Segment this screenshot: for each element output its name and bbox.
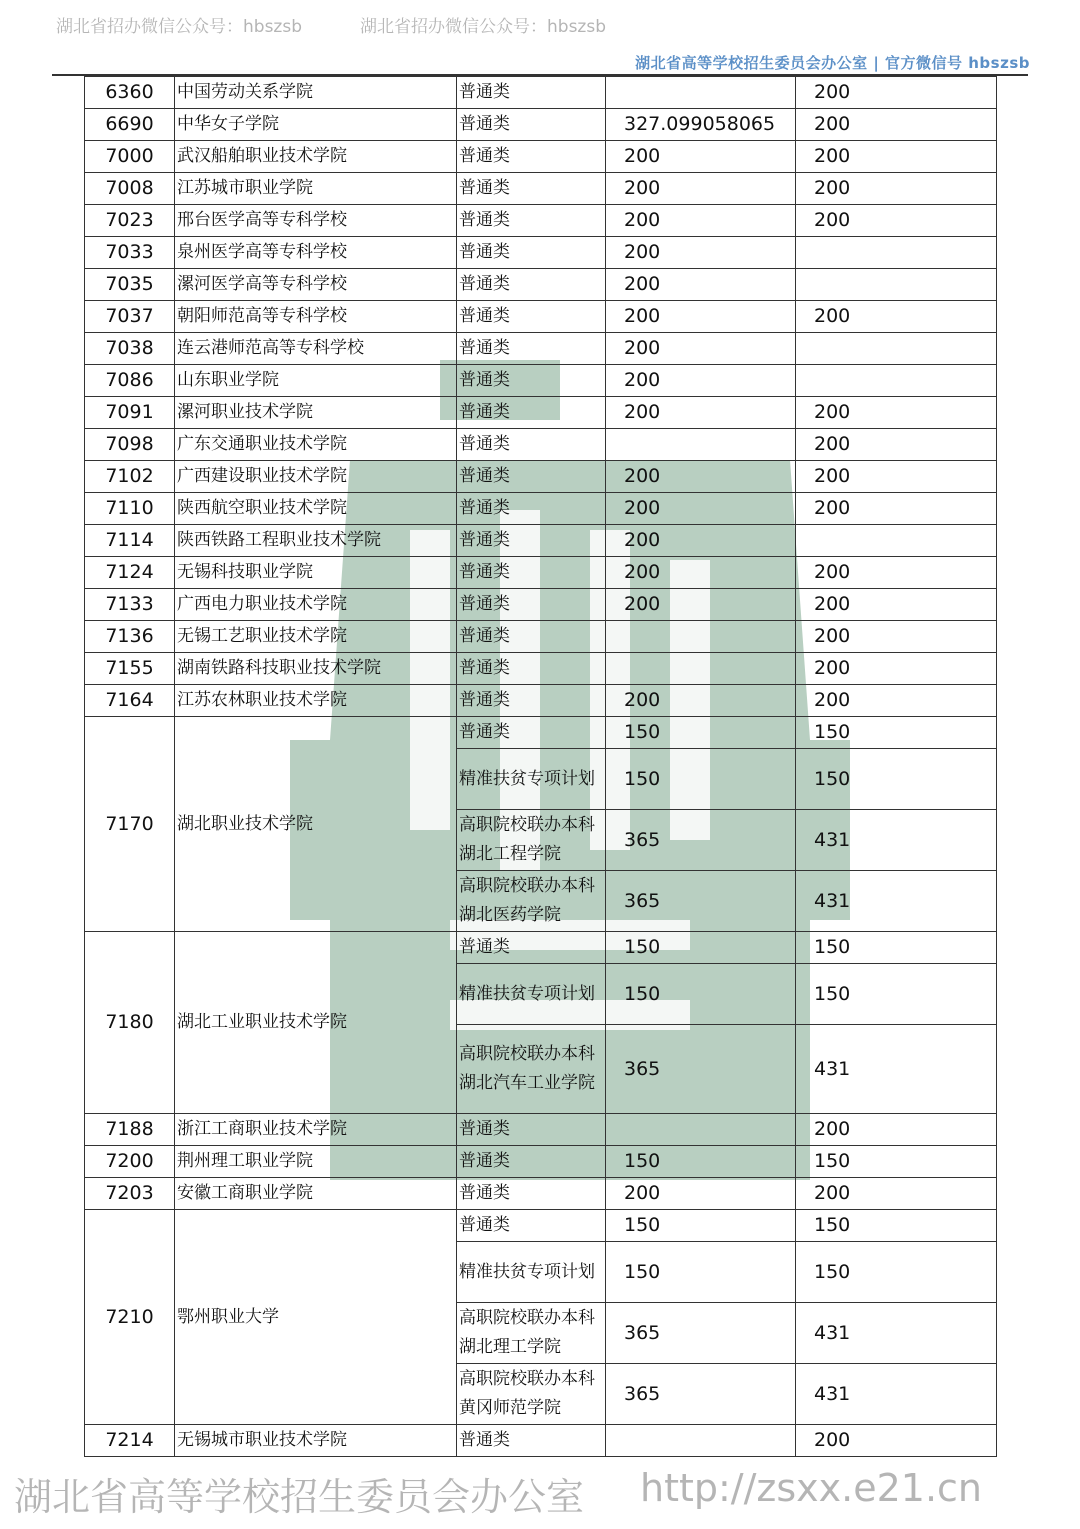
plan-type: 精准扶贫专项计划 [457,964,606,1025]
score-value-1 [606,621,796,653]
score-value-2: 150 [796,749,997,810]
school-name: 陕西铁路工程职业技术学院 [175,525,457,557]
table-row [85,1146,997,1178]
school-name: 无锡城市职业技术学院 [175,1425,457,1457]
plan-type: 普通类 [457,1146,606,1178]
school-code: 7136 [85,621,175,653]
score-value-1 [606,1114,796,1146]
table-row [85,269,997,301]
table-row [85,653,997,685]
score-value-2: 431 [796,871,997,932]
table-row [85,365,997,397]
school-name: 浙江工商职业技术学院 [175,1114,457,1146]
score-value-1: 200 [606,173,796,205]
school-code: 7000 [85,141,175,173]
score-value-2: 200 [796,109,997,141]
score-value-1: 200 [606,365,796,397]
school-code: 7124 [85,557,175,589]
school-code: 7180 [85,932,175,1114]
score-value-2: 200 [796,77,997,109]
school-name: 中国劳动关系学院 [175,77,457,109]
plan-type: 普通类 [457,589,606,621]
school-name: 广西电力职业技术学院 [175,589,457,621]
score-value-1: 200 [606,493,796,525]
school-code: 7023 [85,205,175,237]
plan-type: 普通类 [457,621,606,653]
watermark-url: http://zsxx.e21.cn [640,1466,982,1510]
watermark-office: 湖北省高等学校招生委员会办公室 [14,1475,585,1519]
table-row [85,685,997,717]
score-value-2: 150 [796,717,997,749]
score-value-2 [796,237,997,269]
plan-type: 普通类 [457,365,606,397]
plan-type: 普通类 [457,1114,606,1146]
school-name: 广西建设职业技术学院 [175,461,457,493]
score-value-2 [796,333,997,365]
school-name: 安徽工商职业学院 [175,1178,457,1210]
score-value-1: 200 [606,301,796,333]
table-row [85,397,997,429]
school-name: 荆州理工职业学院 [175,1146,457,1178]
school-code: 7037 [85,301,175,333]
score-value-2: 200 [796,301,997,333]
score-value-1 [606,77,796,109]
plan-type: 普通类 [457,932,606,964]
school-name: 无锡科技职业学院 [175,557,457,589]
score-value-1: 150 [606,749,796,810]
score-value-1: 365 [606,1303,796,1364]
table-row [85,173,997,205]
plan-type: 普通类 [457,205,606,237]
school-code: 6690 [85,109,175,141]
plan-type: 普通类 [457,173,606,205]
score-value-2: 200 [796,1114,997,1146]
school-name: 连云港师范高等专科学校 [175,333,457,365]
school-code: 7008 [85,173,175,205]
score-value-1: 150 [606,1146,796,1178]
school-name: 山东职业学院 [175,365,457,397]
plan-type: 普通类 [457,269,606,301]
score-value-2: 200 [796,461,997,493]
table-row [85,109,997,141]
score-value-2: 200 [796,621,997,653]
table-row [85,1178,997,1210]
score-value-1: 150 [606,1242,796,1303]
score-value-1 [606,1425,796,1457]
plan-type: 普通类 [457,77,606,109]
school-code: 7114 [85,525,175,557]
plan-type: 普通类 [457,397,606,429]
school-code: 6360 [85,77,175,109]
school-code: 7155 [85,653,175,685]
score-value-1 [606,429,796,461]
school-name: 朝阳师范高等专科学校 [175,301,457,333]
school-code: 7133 [85,589,175,621]
plan-type: 普通类 [457,525,606,557]
score-value-2: 150 [796,1242,997,1303]
table-row [85,557,997,589]
table-row [85,205,997,237]
score-value-2 [796,365,997,397]
score-value-1: 200 [606,333,796,365]
score-value-1: 150 [606,932,796,964]
plan-type: 高职院校联办本科湖北工程学院 [457,810,606,871]
score-value-2: 150 [796,1210,997,1242]
school-code: 7214 [85,1425,175,1457]
score-value-1: 150 [606,717,796,749]
score-value-2: 200 [796,1425,997,1457]
score-value-2: 200 [796,173,997,205]
school-code: 7091 [85,397,175,429]
plan-type: 普通类 [457,429,606,461]
school-name: 湖北职业技术学院 [175,717,457,932]
school-code: 7033 [85,237,175,269]
table-row [85,333,997,365]
school-code: 7188 [85,1114,175,1146]
plan-type: 精准扶贫专项计划 [457,1242,606,1303]
table-row [85,237,997,269]
score-value-1 [606,653,796,685]
school-code: 7102 [85,461,175,493]
score-value-1: 200 [606,237,796,269]
plan-type: 高职院校联办本科湖北医药学院 [457,871,606,932]
plan-type: 高职院校联办本科湖北汽车工业学院 [457,1025,606,1114]
school-code: 7170 [85,717,175,932]
score-value-2: 200 [796,557,997,589]
score-value-2: 431 [796,810,997,871]
school-code: 7035 [85,269,175,301]
table-row [85,932,997,964]
score-value-2: 431 [796,1364,997,1425]
school-name: 漯河医学高等专科学校 [175,269,457,301]
plan-type: 普通类 [457,557,606,589]
plan-type: 普通类 [457,653,606,685]
score-value-1: 200 [606,461,796,493]
score-value-1: 200 [606,141,796,173]
school-code: 7038 [85,333,175,365]
score-value-2: 150 [796,964,997,1025]
header-title: 湖北省高等学校招生委员会办公室 | 官方微信号 hbszsb [635,54,1030,72]
score-value-1: 200 [606,685,796,717]
score-value-1: 200 [606,205,796,237]
score-value-2: 200 [796,493,997,525]
school-name: 无锡工艺职业技术学院 [175,621,457,653]
school-name: 江苏农林职业技术学院 [175,685,457,717]
score-value-1: 365 [606,810,796,871]
table-row [85,1425,997,1457]
school-name: 陕西航空职业技术学院 [175,493,457,525]
school-code: 7086 [85,365,175,397]
school-code: 7210 [85,1210,175,1425]
plan-type: 普通类 [457,717,606,749]
school-name: 江苏城市职业学院 [175,173,457,205]
plan-type: 精准扶贫专项计划 [457,749,606,810]
school-code: 7203 [85,1178,175,1210]
school-code: 7110 [85,493,175,525]
score-value-2: 200 [796,589,997,621]
score-value-2: 200 [796,685,997,717]
plan-type: 普通类 [457,685,606,717]
plan-type: 普通类 [457,109,606,141]
score-value-1: 200 [606,525,796,557]
table-row [85,141,997,173]
school-name: 广东交通职业技术学院 [175,429,457,461]
plan-type: 普通类 [457,461,606,493]
plan-type: 普通类 [457,301,606,333]
score-value-2: 150 [796,1146,997,1178]
school-name: 武汉船舶职业技术学院 [175,141,457,173]
score-value-1: 200 [606,397,796,429]
score-value-1: 365 [606,871,796,932]
plan-type: 高职院校联办本科黄冈师范学院 [457,1364,606,1425]
score-value-2 [796,269,997,301]
score-value-1: 200 [606,269,796,301]
table-row [85,717,997,749]
plan-type: 普通类 [457,237,606,269]
score-value-2: 200 [796,397,997,429]
table-row [85,77,997,109]
table-row [85,1114,997,1146]
school-code: 7164 [85,685,175,717]
table-row [85,461,997,493]
table-row [85,525,997,557]
score-value-2: 200 [796,205,997,237]
plan-type: 普通类 [457,493,606,525]
score-value-1: 200 [606,1178,796,1210]
plan-type: 高职院校联办本科湖北理工学院 [457,1303,606,1364]
school-name: 中华女子学院 [175,109,457,141]
score-value-1: 365 [606,1364,796,1425]
score-value-1: 365 [606,1025,796,1114]
watermark-wechat: 湖北省招办微信公众号：hbszsb [56,17,302,37]
admission-score-table [84,76,997,1457]
plan-type: 普通类 [457,141,606,173]
school-name: 漯河职业技术学院 [175,397,457,429]
school-code: 7200 [85,1146,175,1178]
score-value-2: 200 [796,429,997,461]
score-value-2: 150 [796,932,997,964]
table-row [85,429,997,461]
score-value-1: 327.099058065 [606,109,796,141]
score-value-2: 431 [796,1025,997,1114]
table-row [85,621,997,653]
score-value-2 [796,525,997,557]
plan-type: 普通类 [457,1425,606,1457]
table-row [85,589,997,621]
table-row [85,493,997,525]
school-name: 鄂州职业大学 [175,1210,457,1425]
score-value-2: 200 [796,1178,997,1210]
score-value-1: 150 [606,1210,796,1242]
watermark-wechat: 湖北省招办微信公众号：hbszsb [360,17,606,37]
score-value-2: 431 [796,1303,997,1364]
score-value-1: 150 [606,964,796,1025]
score-value-1: 200 [606,557,796,589]
school-name: 泉州医学高等专科学校 [175,237,457,269]
school-name: 湖南铁路科技职业技术学院 [175,653,457,685]
school-name: 邢台医学高等专科学校 [175,205,457,237]
plan-type: 普通类 [457,1178,606,1210]
score-value-2: 200 [796,141,997,173]
score-value-2: 200 [796,653,997,685]
plan-type: 普通类 [457,1210,606,1242]
plan-type: 普通类 [457,333,606,365]
school-code: 7098 [85,429,175,461]
table-row [85,301,997,333]
school-name: 湖北工业职业技术学院 [175,932,457,1114]
table-row [85,1210,997,1242]
score-value-1: 200 [606,589,796,621]
